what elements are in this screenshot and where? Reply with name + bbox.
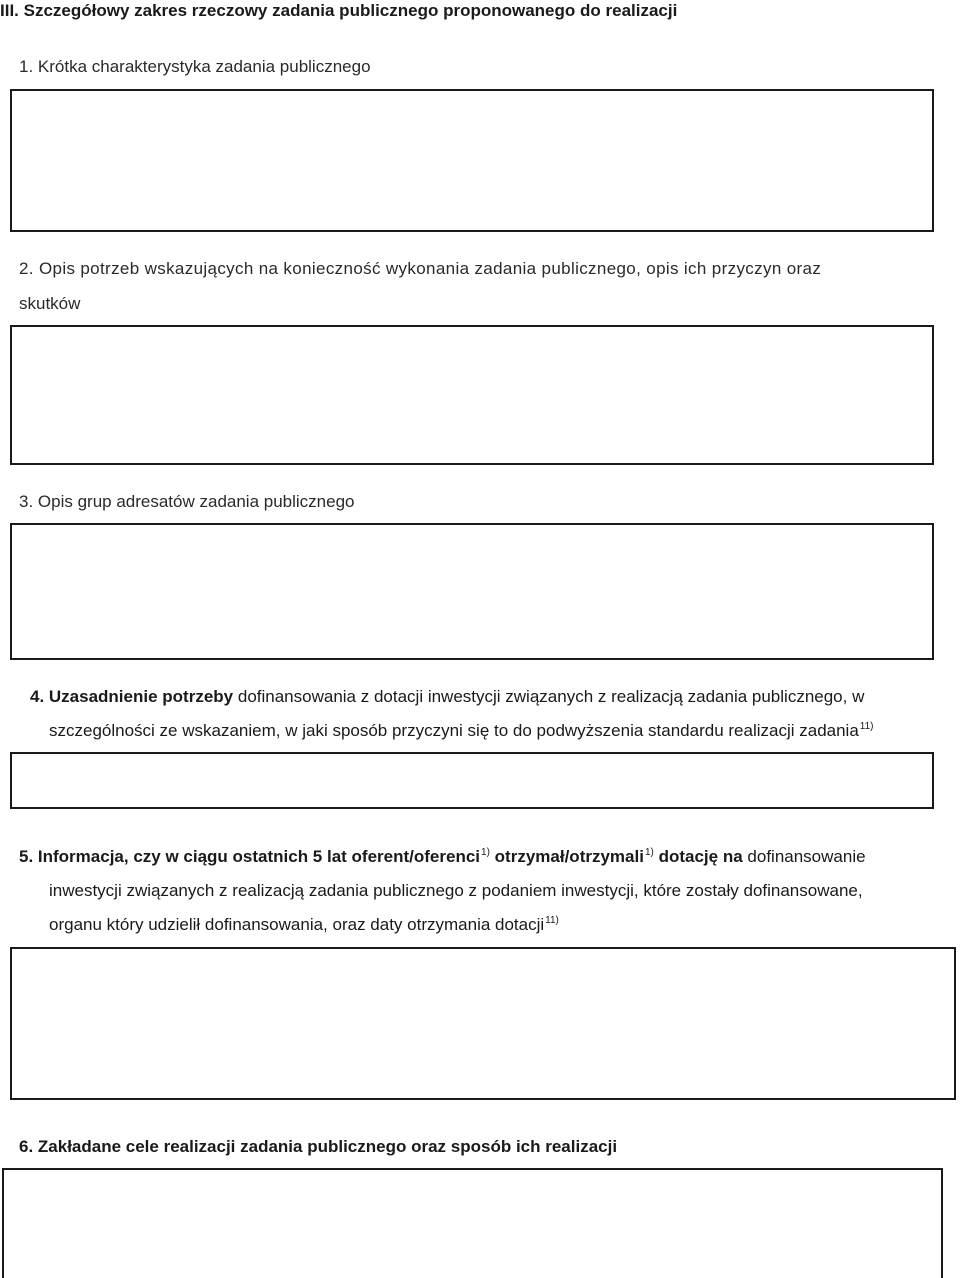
item5-rest-line1: dofinansowanie [747,847,866,866]
item6-text-area[interactable] [2,1168,943,1278]
section-title: III. Szczegółowy zakres rzeczowy zadania publicznego proponowanego do realizacji [0,1,678,20]
item4-footnote: 11) [859,721,874,732]
item5-label-line1 [19,846,866,868]
item3-label: 3. Opis grup adresatów zadania publicznego [19,492,355,511]
item4-line2: szczególności ze wskazaniem, w jaki sposób przyczyni się to do podwyższenia standardu realizacji zadania [49,721,859,740]
item5-footnote-a: 1) [481,847,490,858]
item5-footnote-c: 11) [545,915,559,926]
item3-text-area[interactable] [10,523,934,660]
item1-label: 1. Krótka charakterystyka zadania publicznego [19,57,371,76]
item5-text-area[interactable] [10,947,956,1100]
item2-label-line1: 2. Opis potrzeb wskazujących na konieczność wykonania zadania publicznego, opis ich przyczyn oraz [19,259,822,278]
item4-bold-part: 4. Uzasadnienie potrzeby [30,687,234,706]
item5-bold-a: 5. Informacja, czy w ciągu ostatnich 5 lat oferent/oferenci [19,847,481,866]
item4-rest-line1: dofinansowania z dotacji inwestycji związanych z realizacją zadania publicznego, w [237,687,865,706]
item5-label-line3 [49,914,559,936]
item2-text-area[interactable] [10,325,934,465]
item1-text-area[interactable] [10,89,934,232]
item2-label-line2: skutków [19,294,81,313]
item5-footnote-b: 1) [644,847,654,858]
item4-label-line2 [49,720,874,742]
item4-label-line1 [30,686,864,708]
item6-label: 6. Zakładane cele realizacji zadania publicznego oraz sposób ich realizacji [19,1137,618,1156]
item5-bold-b: otrzymał/otrzymali [494,847,644,866]
item5-line3: organu który udzielił dofinansowania, oraz daty otrzymania dotacji [49,915,545,934]
item4-text-area[interactable] [10,752,934,809]
item5-label-line2: inwestycji związanych z realizacją zadania publicznego z podaniem inwestycji, które zostały dofinansowane, [49,881,863,900]
item5-bold-c: dotację na [658,847,743,866]
